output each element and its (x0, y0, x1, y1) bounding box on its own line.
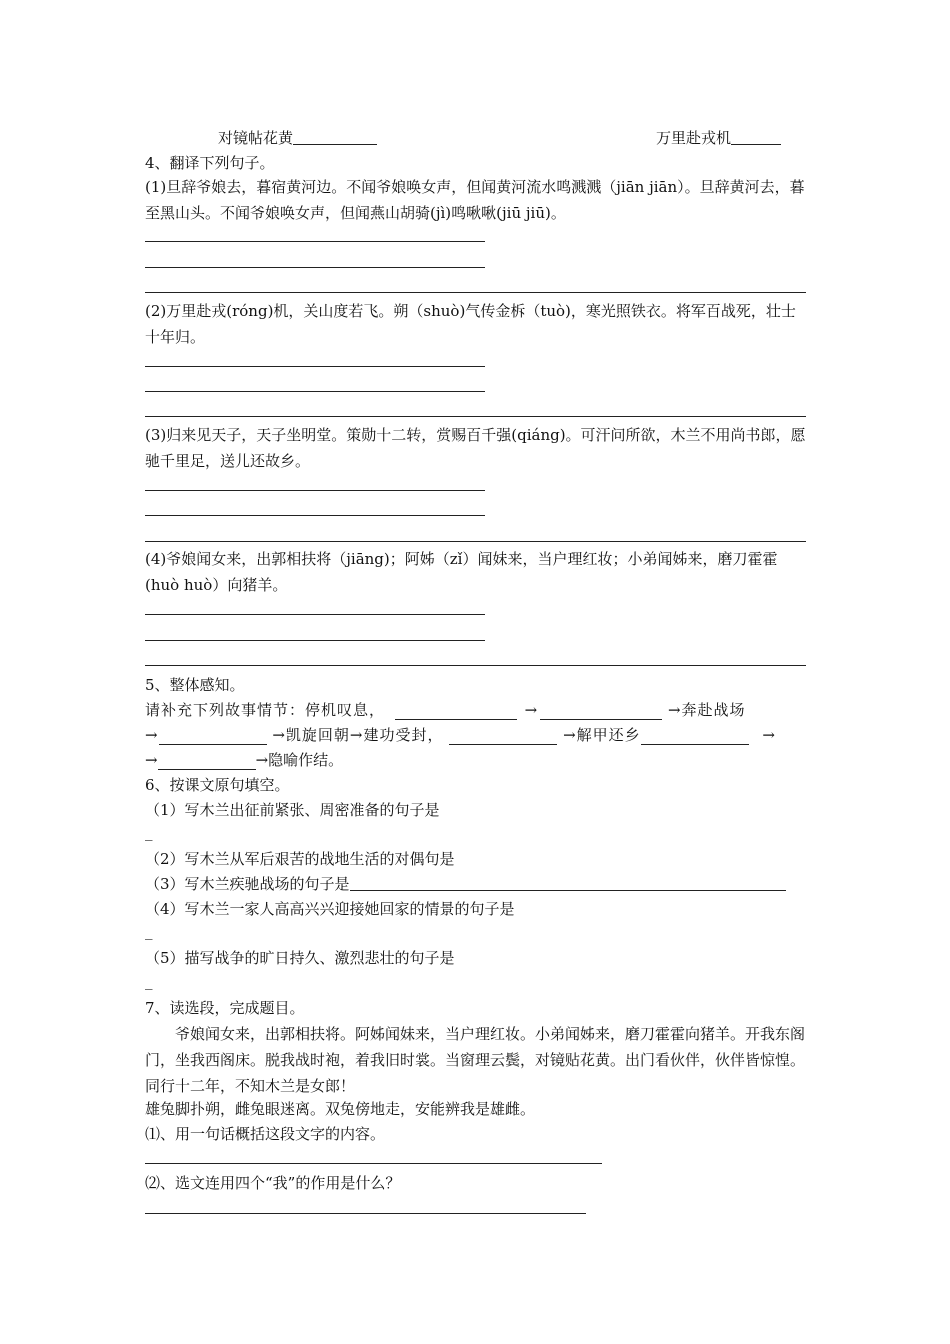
q5-step-return: →凯旋回朝→建功受封， (272, 726, 444, 744)
answer-line[interactable] (145, 640, 485, 641)
arrow-icon: → (524, 701, 539, 719)
top-item-left-blank[interactable] (293, 129, 377, 145)
q6-item-3-text: （3）写木兰疾驰战场的句子是 (145, 875, 350, 893)
q6-item-5-blank[interactable]: _ (145, 972, 153, 990)
q4-sentence-3: (3)归来见天子，天子坐明堂。策勋十二转，赏赐百千强(qiáng)。可汗问所欲，木兰不用尚书郎，愿驰千里足，送儿还故乡。 (145, 426, 806, 470)
arrow-icon: → (145, 726, 159, 744)
q6-item-3 (145, 873, 786, 894)
answer-line[interactable] (145, 366, 485, 367)
answer-line[interactable] (145, 665, 806, 666)
q7-sub-question-2: ⑵、选文连用四个“我”的作用是什么？ (145, 1174, 401, 1192)
arrow-icon: → (762, 726, 776, 744)
q7-poem-end: 雄兔脚扑朔，雌兔眼迷离。双兔傍地走，安能辨我是雄雌。 (145, 1100, 536, 1118)
q6-title: 6、按课文原句填空。 (145, 776, 290, 794)
q4-sentence-1: (1)旦辞爷娘去，暮宿黄河边。不闻爷娘唤女声，但闻黄河流水鸣溅溅（jiān jiān）。旦辞黄河去，暮至黑山头。不闻爷娘唤女声，但闻燕山胡骑(jì)鸣啾啾(jiū jiū)。 (145, 178, 805, 222)
arrow-icon: → (145, 751, 158, 769)
answer-line[interactable] (145, 490, 485, 491)
q7-passage: 爷娘闻女来，出郭相扶将。阿姊闻妹来，当户理红妆。小弟闻姊来，磨刀霍霍向猪羊。开我东阁门，坐我西阁床。脱我战时袍，着我旧时裳。当窗理云鬓，对镜贴花黄。出门看伙伴，伙伴皆惊惶。同行十二年，不知木兰是女郎！ (145, 1025, 806, 1095)
answer-line[interactable] (145, 292, 806, 293)
answer-line[interactable] (145, 241, 485, 242)
top-item-right-blank[interactable] (731, 129, 781, 145)
q4-title: 4、翻译下列句子。 (145, 154, 275, 172)
q5-blank-6[interactable] (158, 753, 256, 770)
q5-blank-3[interactable] (159, 728, 267, 745)
q5-step-run: →奔赴战场 (667, 701, 746, 719)
answer-line[interactable] (145, 614, 485, 615)
top-item-right-text: 万里赴戎机 (656, 129, 732, 147)
answer-line[interactable] (145, 515, 485, 516)
q5-blank-2[interactable] (540, 703, 662, 720)
q5-blank-5[interactable] (641, 728, 749, 745)
q6-item-5: （5）描写战争的旷日持久、激烈悲壮的句子是 (145, 949, 455, 967)
q4-sentence-4: (4)爷娘闻女来，出郭相扶将（jiāng)；阿姊（zǐ）闻妹来，当户理红妆；小弟闻姊来，磨刀霍霍(huò huò）向猪羊。 (145, 550, 778, 594)
q5-lead: 请补充下列故事情节：停机叹息， (145, 701, 386, 719)
answer-line[interactable] (145, 391, 485, 392)
top-item-left (218, 127, 377, 148)
q6-item-3-blank[interactable] (350, 875, 786, 891)
top-item-right (656, 127, 781, 148)
answer-line[interactable] (145, 267, 485, 268)
q4-sentence-2: (2)万里赴戎(róng)机，关山度若飞。朔（shuò)气传金柝（tuò)，寒光照铁衣。将军百战死，壮士十年归。 (145, 302, 796, 346)
q5-step-unarm: →解甲还乡 (563, 726, 641, 744)
q5-plot-row-2 (145, 724, 776, 745)
q6-item-2: （2）写木兰从军后艰苦的战地生活的对偶句是 (145, 850, 455, 868)
q5-plot-row-3 (145, 749, 343, 770)
q6-item-1: （1）写木兰出征前紧张、周密准备的句子是 (145, 801, 440, 819)
q5-blank-1[interactable] (395, 703, 517, 720)
q6-item-4-blank[interactable]: _ (145, 922, 153, 940)
q7-title: 7、读选段，完成题目。 (145, 999, 305, 1017)
q7-sub-question-1: ⑴、用一句话概括这段文字的内容。 (145, 1125, 386, 1143)
answer-line[interactable] (145, 541, 806, 542)
q5-title: 5、整体感知。 (145, 676, 245, 694)
top-item-left-text: 对镜帖花黄 (218, 129, 294, 147)
q6-item-4: （4）写木兰一家人高高兴兴迎接她回家的情景的句子是 (145, 900, 515, 918)
q5-step-end: →隐喻作结。 (255, 751, 344, 769)
q5-plot-row-1 (145, 699, 746, 720)
q6-item-1-blank[interactable]: _ (145, 823, 153, 841)
answer-line[interactable] (145, 1163, 602, 1164)
answer-line[interactable] (145, 1213, 586, 1214)
q5-blank-4[interactable] (449, 728, 557, 745)
answer-line[interactable] (145, 416, 806, 417)
